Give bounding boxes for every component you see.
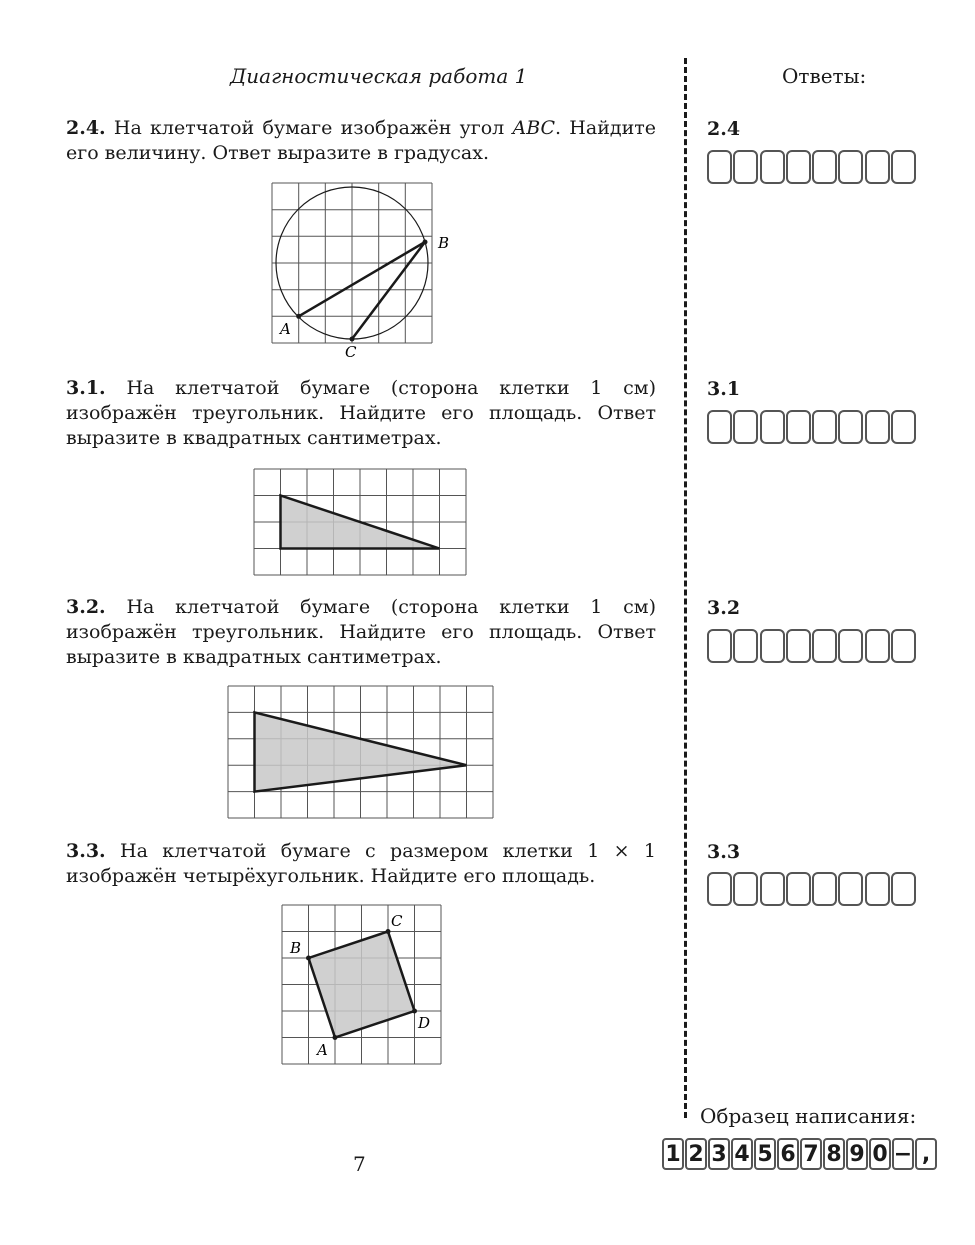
task-number: 3.1. <box>66 377 106 399</box>
point-c <box>350 337 355 342</box>
label-b: B <box>290 939 302 957</box>
answer-cell[interactable] <box>812 410 837 444</box>
answer-cell[interactable] <box>786 629 811 663</box>
label-a: A <box>280 320 291 338</box>
sample-char: , <box>915 1138 937 1170</box>
answer-cell[interactable] <box>707 410 732 444</box>
answer-cell[interactable] <box>733 410 758 444</box>
answer-field-3-3[interactable] <box>707 872 933 908</box>
task-number: 3.3. <box>66 840 106 862</box>
answer-cell[interactable] <box>865 150 890 184</box>
answer-cell[interactable] <box>891 410 916 444</box>
figure-quadrilateral <box>270 900 450 1070</box>
answer-field-2-4[interactable] <box>707 150 933 186</box>
point-b <box>306 956 311 961</box>
answer-cell[interactable] <box>865 629 890 663</box>
task-number: 2.4. <box>66 117 106 139</box>
answer-cell[interactable] <box>733 150 758 184</box>
answer-field-3-1[interactable] <box>707 410 933 446</box>
task-3-3 <box>66 839 656 889</box>
answer-label-2-4: 2.4 <box>707 118 741 140</box>
sample-char: 6 <box>777 1138 799 1170</box>
answers-heading: Ответы: <box>782 64 867 88</box>
answer-cell[interactable] <box>891 872 916 906</box>
answer-cell[interactable] <box>760 410 785 444</box>
answer-cell[interactable] <box>707 629 732 663</box>
answer-label-3-1: 3.1 <box>707 378 741 400</box>
figure-triangle-3-2 <box>226 684 498 822</box>
angle-lines <box>299 242 425 339</box>
sample-char: 7 <box>800 1138 822 1170</box>
task-text: На клетчатой бумаге (сторона клетки 1 см) изображён треугольник. Найдите его площадь. Ответ выразите в квадратных сантиметрах. <box>66 596 656 668</box>
task-text: На клетчатой бумаге (сторона клетки 1 см) изображён треугольник. Найдите его площадь. Ответ выразите в квадратных сантиметрах. <box>66 377 656 449</box>
point-d <box>412 1009 417 1014</box>
answer-label-3-2: 3.2 <box>707 597 741 619</box>
task-2-4 <box>66 116 656 166</box>
answer-cell[interactable] <box>760 872 785 906</box>
answer-cell[interactable] <box>838 629 863 663</box>
sample-label: Образец написания: <box>700 1104 917 1128</box>
answer-cell[interactable] <box>812 150 837 184</box>
answer-field-3-2[interactable] <box>707 629 933 665</box>
dashed-divider <box>684 58 687 1118</box>
answer-cell[interactable] <box>733 629 758 663</box>
task-3-2 <box>66 595 656 670</box>
answer-cell[interactable] <box>838 410 863 444</box>
sample-char: 1 <box>662 1138 684 1170</box>
answer-cell[interactable] <box>838 872 863 906</box>
point-b <box>423 240 428 245</box>
sample-char: 8 <box>823 1138 845 1170</box>
sample-char: − <box>892 1138 914 1170</box>
answer-cell[interactable] <box>812 629 837 663</box>
quadrilateral <box>309 932 415 1038</box>
page-header: Диагностическая работа 1 <box>230 64 528 88</box>
point-a <box>333 1035 338 1040</box>
label-c: C <box>345 343 357 361</box>
answer-cell[interactable] <box>733 872 758 906</box>
task-number: 3.2. <box>66 596 106 618</box>
sample-char: 4 <box>731 1138 753 1170</box>
page-number: 7 <box>353 1152 366 1176</box>
answer-cell[interactable] <box>891 629 916 663</box>
answer-cell[interactable] <box>786 410 811 444</box>
writing-sample <box>662 1138 938 1170</box>
sample-char: 5 <box>754 1138 776 1170</box>
answer-cell[interactable] <box>786 150 811 184</box>
label-d: D <box>418 1014 431 1032</box>
answer-cell[interactable] <box>812 872 837 906</box>
task-3-1 <box>66 376 656 451</box>
point-c <box>386 929 391 934</box>
answer-cell[interactable] <box>760 629 785 663</box>
sample-char: 3 <box>708 1138 730 1170</box>
figure-angle-abc <box>262 176 462 366</box>
answer-cell[interactable] <box>838 150 863 184</box>
answer-cell[interactable] <box>865 872 890 906</box>
point-a <box>296 314 301 319</box>
answer-label-3-3: 3.3 <box>707 841 741 863</box>
sample-char: 2 <box>685 1138 707 1170</box>
answer-cell[interactable] <box>707 150 732 184</box>
sample-char: 0 <box>869 1138 891 1170</box>
answer-cell[interactable] <box>865 410 890 444</box>
answer-cell[interactable] <box>891 150 916 184</box>
answer-cell[interactable] <box>707 872 732 906</box>
answer-cell[interactable] <box>786 872 811 906</box>
task-text: На клетчатой бумаге с размером клетки 1 × 1 изображён четырёхугольник. Найдите его площадь. <box>66 840 656 887</box>
task-text: На клетчатой бумаге изображён угол <box>105 117 513 139</box>
label-b: B <box>438 234 450 252</box>
figure-triangle-3-1 <box>252 466 472 580</box>
angle-name: ABC <box>512 117 556 139</box>
answer-cell[interactable] <box>760 150 785 184</box>
sample-char: 9 <box>846 1138 868 1170</box>
label-c: C <box>391 912 403 930</box>
label-a: A <box>317 1041 328 1059</box>
task-text: . Найдите его величину. Ответ выразите в градусах. <box>66 117 656 164</box>
